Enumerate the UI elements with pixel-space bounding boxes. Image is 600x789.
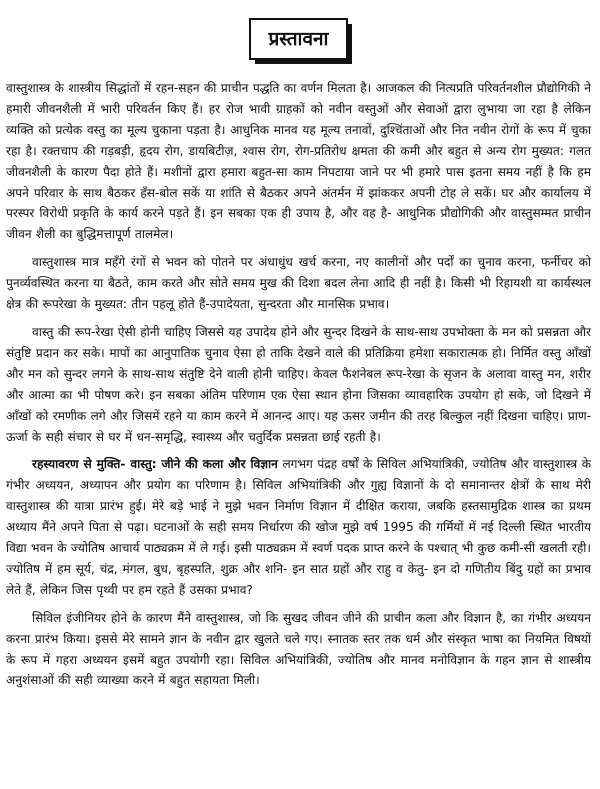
paragraph-2 <box>6 252 591 315</box>
paragraph-4-text: लगभग पंद्रह वर्षों के सिविल अभियांत्रिकी, ज्योतिष और वास्तुशास्त्र के गंभीर अध्ययन, अध्यापन और प्रयोग का परिणाम है। सिविल अभियांत्रिकी और गुह्य विज्ञानों के दो समानान्तर क्षेत्रों के साथ मेरी वास्तुशास्त्र की यात्रा प्रारंभ हुई। मेरे बड़े भाई ने मुझे भवन निर्माण विज्ञान में दीक्षित कराया, जबकि हस्तसामुद्रिक शास्त्र का प्रथम अध्याय मैंने अपने पिता से पढ़ा। घटनाओं के सही समय निर्धारण की खोज मुझे वर्ष 1995 की गर्मियों में नई दिल्ली स्थित भारतीय विद्या भवन के ज्योतिष आचार्य पाठ्यक्रम में ले गई। इसी पाठ्यक्रम में स्वर्ण पदक प्राप्त करने के पश्चात् भी कुछ कमी-सी खलती रही। ज्योतिष में हम सूर्य, चंद्र, मंगल, बुध, बृहस्पति, शुक्र और शनि- इन सात ग्रहों और राहु व केतु- इन दो गणितीय बिंदु ग्रहों का प्रभाव लेते हैं, लेकिन जिस पृथ्वी पर हम रहते हैं उसका प्रभाव? <box>6 457 592 597</box>
paragraph-1 <box>6 78 591 245</box>
paragraph-3-text: वास्तु की रूप-रेखा ऐसी होनी चाहिए जिससे यह उपादेय होने और सुन्दर दिखने के साथ-साथ उपभोक्ता के मन को प्रसन्नता और संतुष्टि प्रदान कर सके। मापों का आनुपातिक चुनाव ऐसा हो ताकि देखने वाले की प्रतिक्रिया हमेशा सकारात्मक हो। निर्मित वस्तु आँखों और मन को सुन्दर लगने के साथ-साथ संतुष्टि देने वाली होनी चाहिए। केवल फैशनेबल रूप-रेखा के सृजन के अलावा वास्तु मन, शरीर और आत्मा का भी पोषण करे। इन सबका अंतिम परिणाम एक ऐसा स्थान होना जिसका व्यावहारिक उपयोग हो सके, जो दिखने में आँखों को रमणीक लगे और जिसमें रहने या काम करने में आनन्द आए। यह ऊसर जमीन की तरह बिल्कुल नहीं दिखना चाहिए। प्राण-ऊर्जा के सही संचार से घर में धन-समृद्धि, स्वास्थ्य और चतुर्दिक प्रसन्नता छाई रहती है। <box>6 324 591 444</box>
title-wrap <box>6 18 591 64</box>
paragraph-4 <box>6 454 591 600</box>
paragraph-5 <box>6 608 591 692</box>
page-title: प्रस्तावना <box>249 18 349 60</box>
paragraph-3 <box>6 322 591 447</box>
page <box>6 0 591 698</box>
paragraph-2-text: वास्तुशास्त्र मात्र महँगे रंगों से भवन को पोतने पर अंधाधुंध खर्च करना, नए कालीनों और पर्दों का चुनाव करना, फर्नीचर को पुनर्व्यवस्थित करना या बैठते, काम करते और सोते समय मुख की दिशा बदल लेना आदि ही नहीं है। किसी भी रिहायशी या कार्यस्थल क्षेत्र की रूपरेखा के मुख्यत: तीन पहलू होते हैं-उपादेयता, सुन्दरता और मानसिक प्रभाव। <box>6 255 591 312</box>
paragraph-1-text: वास्तुशास्त्र के शास्त्रीय सिद्धांतों में रहन-सहन की प्राचीन पद्धति का वर्णन मिलता है। आजकल की नित्यप्रति परिवर्तनशील प्रौद्योगिकी ने हमारी जीवनशैली में भारी परिवर्तन किए हैं। हर रोज भावी ग्राहकों को नवीन वस्तुओं और सेवाओं द्वारा लुभाया जा रहा है लेकिन व्यक्ति को प्रत्येक वस्तु का मूल्य चुकाना पड़ता है। आधुनिक मानव यह मूल्य तनावों, दुश्चिंताओं और नित नवीन रोगों के रूप में चुका रहा है। रक्तचाप की गड़बड़ी, हृदय रोग, डायबिटीज़, श्वास रोग, रोग-प्रतिरोध क्षमता की कमी और बहुत से अन्य रोग मुख्यत: गलत जीवनशैली के कारण पैदा होते हैं। मशीनों द्वारा हमारा बहुत-सा काम निपटाया जाने पर भी हमारे पास इतना समय नहीं है कि हम अपने परिवार के साथ बैठकर हँस-बोल सकें या शांति से बैठकर अपने अंतर्मन में झांककर अपनी टोह ले सकें। घर और कार्यालय में परस्पर विरोधी प्रकृति के कार्य करने पड़ते हैं। इन सबका एक ही उपाय है, और वह है- आधुनिक प्रौद्योगिकी और वास्तुसम्मत प्राचीन जीवन शैली का बुद्धिमत्तापूर्ण तालमेल। <box>6 81 592 242</box>
paragraph-5-text: सिविल इंजीनियर होने के कारण मैंने वास्तुशास्त्र, जो कि सुखद जीवन जीने की प्राचीन कला और विज्ञान है, का गंभीर अध्ययन करना प्रारंभ किया। इससे मेरे सामने ज्ञान के नवीन द्वार खुलते चले गए। स्नातक स्तर तक धर्म और संस्कृत भाषा का नियमित विषयों के रूप में गहरा अध्ययन इसमें बहुत उपयोगी रहा। सिविल अभियांत्रिकी, ज्योतिष और मानव मनोविज्ञान के गहन ज्ञान से शास्त्रीय अनुशंसाओं की सही व्याख्या करने में बहुत सहायता मिली। <box>6 610 591 688</box>
paragraph-4-lead: रहस्यावरण से मुक्ति- वास्तु: जीने की कला और विज्ञान <box>32 457 278 472</box>
